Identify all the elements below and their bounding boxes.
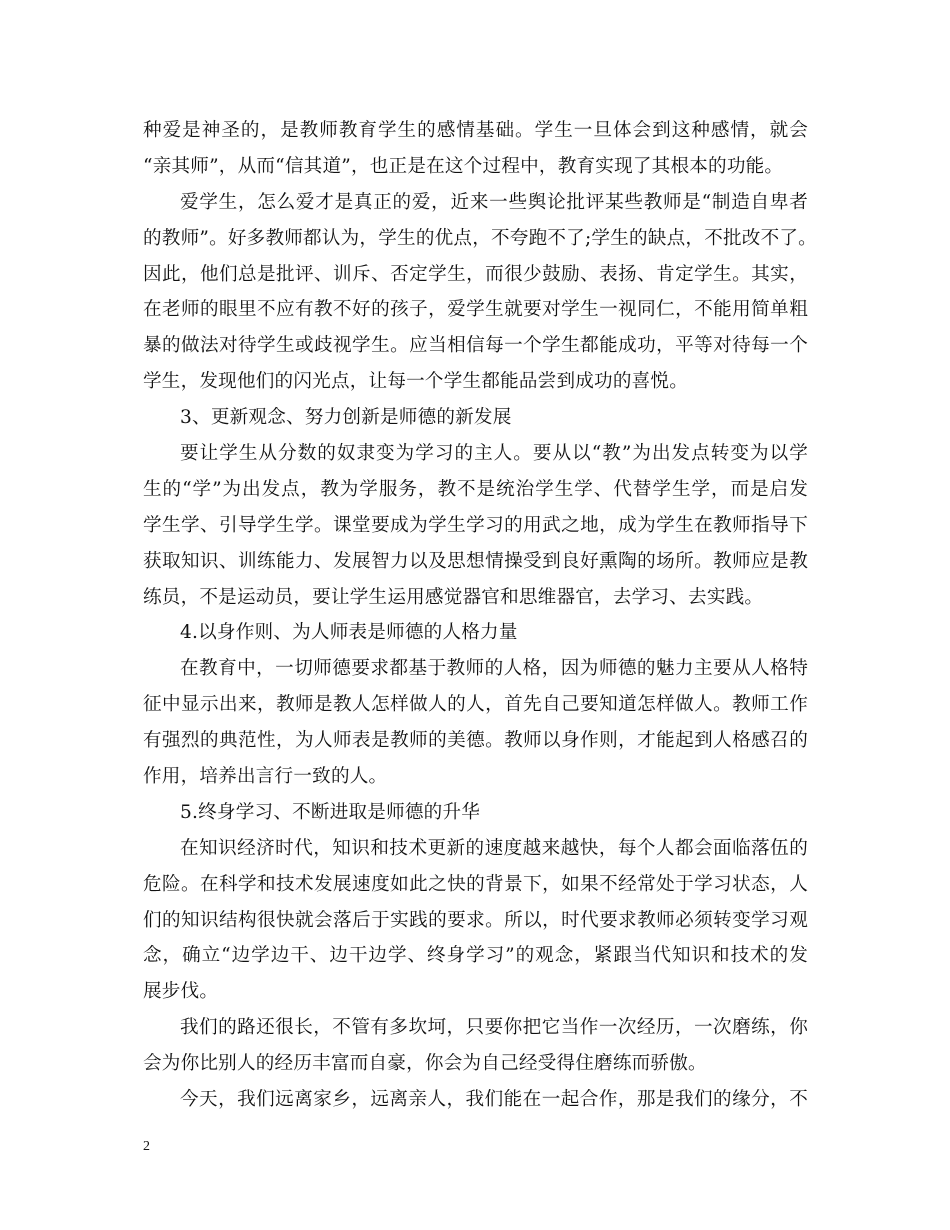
page-number: 2 <box>143 1139 150 1154</box>
text-line: 在老师的眼里不应有教不好的孩子，爱学生就要对学生一视同仁，不能用简单粗 <box>143 299 808 321</box>
text-line: 因此，他们总是批评、训斥、否定学生，而很少鼓励、表扬、肯定学生。其实， <box>143 263 808 285</box>
text-line: 暴的做法对待学生或歧视学生。应当相信每一个学生都能成功，平等对待每一个 <box>143 335 808 357</box>
text-line: 会为你比别人的经历丰富而自豪，你会为自己经受得住磨练而骄傲。 <box>143 1053 707 1075</box>
text-line: 的教师”。好多教师都认为，学生的优点，不夸跑不了;学生的缺点，不批改不了。 <box>143 227 817 249</box>
text-line: 获取知识、训练能力、发展智力以及思想情操受到良好熏陶的场所。教师应是教 <box>143 550 808 572</box>
text-line: 今天，我们远离家乡，远离亲人，我们能在一起合作，那是我们的缘分，不 <box>180 1089 808 1111</box>
text-line: 在知识经济时代，知识和技术更新的速度越来越快，每个人都会面临落伍的 <box>180 837 808 859</box>
text-line: “亲其师”，从而“信其道”，也正是在这个过程中，教育实现了其根本的功能。 <box>143 155 784 177</box>
text-line: 有强烈的典范性，为人师表是教师的美德。教师以身作则，才能起到人格感召的 <box>143 730 808 752</box>
text-line: 生的“学”为出发点，教为学服务，教不是统治学生学、代替学生学，而是启发 <box>143 478 808 500</box>
text-line: 念，确立“边学边干、边干边学、终身学习”的观念，紧跟当代知识和技术的发 <box>143 945 808 967</box>
text-line: 作用，培养出言行一致的人。 <box>143 766 388 788</box>
text-line: 我们的路还很长，不管有多坎坷，只要你把它当作一次经历，一次磨练，你 <box>180 1017 808 1039</box>
text-line: 征中显示出来，教师是教人怎样做人的人，首先自己要知道怎样做人。教师工作 <box>143 694 808 716</box>
text-line: 5.终身学习、不断进取是师德的升华 <box>180 801 481 823</box>
text-line: 展步伐。 <box>143 981 219 1003</box>
text-line: 练员，不是运动员，要让学生运用感觉器官和思维器官，去学习、去实践。 <box>143 586 764 608</box>
text-line: 学生学、引导学生学。课堂要成为学生学习的用武之地，成为学生在教师指导下 <box>143 514 808 536</box>
text-line: 在教育中，一切师德要求都基于教师的人格，因为师德的魅力主要从人格特 <box>180 658 808 680</box>
text-line: 种爱是神圣的，是教师教育学生的感情基础。学生一旦体会到这种感情，就会 <box>143 120 808 141</box>
document-body <box>143 113 817 1118</box>
text-line: 3、更新观念、努力创新是师德的新发展 <box>180 407 512 429</box>
text-line: 学生，发现他们的闪光点，让每一个学生都能品尝到成功的喜悦。 <box>143 371 689 393</box>
text-line: 要让学生从分数的奴隶变为学习的主人。要从以“教”为出发点转变为以学 <box>180 443 808 465</box>
text-line: 们的知识结构很快就会落后于实践的要求。所以，时代要求教师必须转变学习观 <box>143 909 808 931</box>
text-line: 4.以身作则、为人师表是师德的人格力量 <box>180 622 518 644</box>
text-line: 危险。在科学和技术发展速度如此之快的背景下，如果不经常处于学习状态，人 <box>143 873 808 895</box>
text-line: 爱学生，怎么爱才是真正的爱，近来一些舆论批评某些教师是“制造自卑者 <box>180 191 808 213</box>
